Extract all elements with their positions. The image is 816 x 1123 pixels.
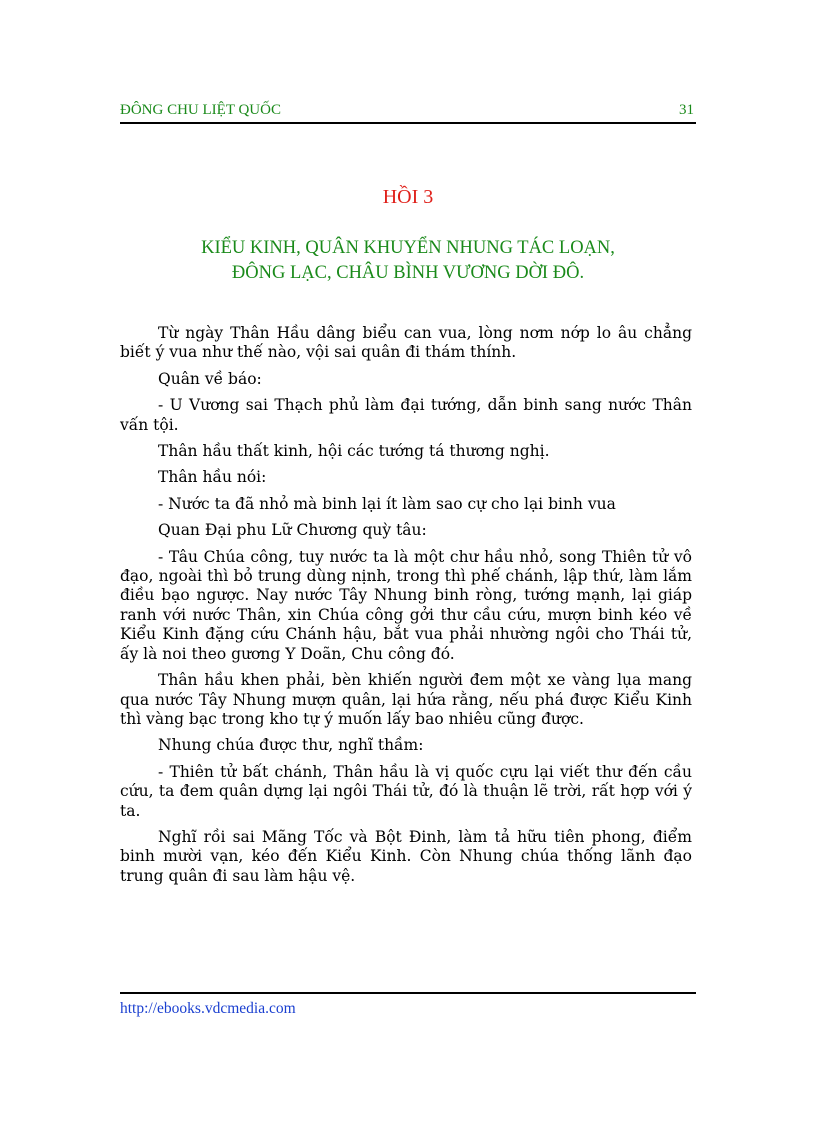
paragraph: Nhung chúa được thư, nghĩ thầm: [158, 736, 424, 755]
body-text [120, 324, 692, 893]
running-header [120, 102, 696, 124]
paragraph: Thân hầu thất kinh, hội các tướng tá thương nghị. [158, 442, 550, 461]
paragraph: Thân hầu khen phải, bèn khiến người đem một xe vàng lụa mang qua nước Tây Nhung mượn quân, lại hứa rằng, nếu phá được Kiểu Kinh thì vàng bạc trong kho tự ý muốn lấy bao nhiêu cũng được. [120, 671, 692, 728]
paragraph: - Nước ta đã nhỏ mà binh lại ít làm sao cự cho lại binh vua [158, 494, 616, 513]
paragraph: - Thiên tử bất chánh, Thân hầu là vị quốc cựu lại viết thư đến cầu cứu, ta đem quân dựng lại ngôi Thái tử, đó là thuận lẽ trời, rất hợp với ý ta. [120, 762, 692, 820]
paragraph: Thân hầu nói: [158, 468, 267, 487]
paragraph: Nghĩ rồi sai Mãng Tốc và Bột Đinh, làm tả hữu tiên phong, điểm binh mười vạn, kéo đến Kiểu Kinh. Còn Nhung chúa thống lãnh đạo trung quân đi sau làm hậu vệ. [120, 827, 692, 885]
page-number: 31 [679, 102, 694, 118]
paragraph: - U Vương sai Thạch phủ làm đại tướng, dẫn binh sang nước Thân vấn tội. [120, 396, 692, 434]
paragraph: Quân về báo: [158, 369, 262, 388]
paragraph: - Tâu Chúa công, tuy nước ta là một chư hầu nhỏ, song Thiên tử vô đạo, ngoài thì bỏ trung dùng nịnh, trong thì phế chánh, lập thứ, làm lắm điều bạo ngược. Nay nước Tây Nhung binh ròng, tướng mạnh, lại giáp ranh với nước Thân, xin Chúa công gởi thư cầu cứu, mượn binh kéo về Kiểu Kinh đặng cứu Chánh hậu, bắt vua phải nhường ngôi cho Thái tử, ấy là noi theo gương Y Doãn, Chu công đó. [120, 547, 692, 663]
paragraph: Từ ngày Thân Hầu dâng biểu can vua, lòng nơm nớp lo âu chẳng biết ý vua như thế nào, vội sai quân đi thám thính. [120, 324, 692, 362]
book-title: ĐÔNG CHU LIỆT QUỐC [120, 102, 281, 118]
subtitle-line-1: KIỂU KINH, QUÂN KHUYỂN NHUNG TÁC LOẠN, [201, 238, 615, 258]
page-footer [120, 992, 696, 1018]
footer-url-link[interactable]: http://ebooks.vdcmedia.com [120, 1000, 296, 1017]
paragraph: Quan Đại phu Lữ Chương quỳ tâu: [158, 521, 427, 540]
chapter-heading: HỒI 3 [382, 186, 434, 208]
chapter-subtitle [120, 236, 696, 286]
subtitle-line-2: ĐÔNG LẠC, CHÂU BÌNH VƯƠNG DỜI ĐÔ. [231, 263, 585, 283]
